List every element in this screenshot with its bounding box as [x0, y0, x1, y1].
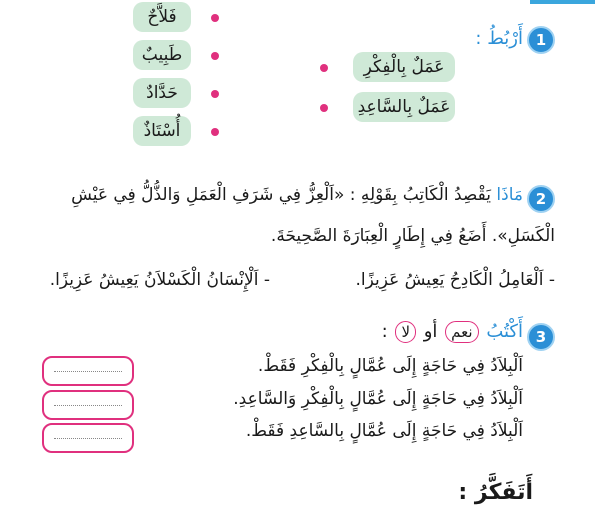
- statement-3: اَلْبِلاَدُ فِي حَاجَةٍ إِلَى عُمَّالٍ بِالسَّاعِدِ فَقَطْ.: [245, 421, 523, 441]
- yes-bubble: نعم: [445, 321, 478, 343]
- phrase-connector-dot[interactable]: [320, 64, 328, 72]
- section-3-number-badge: 3: [527, 323, 555, 351]
- section-2-number-badge: 2: [527, 185, 555, 213]
- word-pill-farmer[interactable]: فَلاَّحٌ: [133, 2, 191, 32]
- answer-dotted-line: [54, 438, 122, 439]
- section-1-number-badge: 1: [527, 26, 555, 54]
- section-2-question-line-1: [71, 185, 523, 205]
- word-connector-dot[interactable]: [211, 52, 219, 60]
- phrase-pill-mental-work[interactable]: عَمَلٌ بِالْفِكْرِ: [353, 52, 455, 82]
- answer-box-2[interactable]: [42, 390, 134, 420]
- question-word: مَاذَا: [496, 185, 523, 205]
- phrase-pill-manual-work[interactable]: عَمَلٌ بِالسَّاعِدِ: [353, 92, 455, 122]
- word-connector-dot[interactable]: [211, 90, 219, 98]
- top-accent-line: [530, 0, 595, 4]
- word-connector-dot[interactable]: [211, 14, 219, 22]
- word-pill-teacher[interactable]: أُسْتَاذٌ: [133, 116, 191, 146]
- word-pill-blacksmith[interactable]: حَدَّادٌ: [133, 78, 191, 108]
- statement-1: اَلْبِلاَدُ فِي حَاجَةٍ إِلَى عُمَّالٍ بِالْفِكْرِ فَقَطْ.: [257, 356, 523, 376]
- section-1-title: أَرْبُطُ :: [475, 28, 523, 49]
- phrase-connector-dot[interactable]: [320, 104, 328, 112]
- no-bubble: لا: [395, 321, 416, 343]
- or-word: أو: [423, 321, 438, 342]
- question-text-1: يَقْصِدُ الْكَاتِبُ بِقَوْلِهِ : «اَلْعِزُّ فِي شَرَفِ الْعَمَلِ وَالذُّلُّ فِي عَيْشِ: [71, 185, 491, 205]
- answer-box-3[interactable]: [42, 423, 134, 453]
- answer-dotted-line: [54, 405, 122, 406]
- colon: :: [381, 321, 388, 342]
- answer-box-1[interactable]: [42, 356, 134, 386]
- word-pill-doctor[interactable]: طَبِيبٌ: [133, 40, 191, 70]
- option-lazy-person[interactable]: - اَلْإِنْسَانُ الْكَسْلاَنُ يَعِيشُ عَزِيزًا.: [49, 270, 270, 290]
- section-2-question-line-2: الْكَسَلِ». أَضَعُ فِي إِطَارٍ الْعِبَارَةَ الصَّحِيحَةَ.: [270, 226, 555, 246]
- statement-2: اَلْبِلاَدُ فِي حَاجَةٍ إِلَى عُمَّالٍ بِالْفِكْرِ وَالسَّاعِدِ.: [233, 389, 523, 409]
- section-3-title-word: أَكْتُبُ: [486, 321, 523, 342]
- reflect-heading: أَتَفَكَّرُ :: [458, 480, 533, 505]
- answer-dotted-line: [54, 371, 122, 372]
- word-connector-dot[interactable]: [211, 128, 219, 136]
- section-3-title: [382, 321, 523, 343]
- option-hardworking-worker[interactable]: - اَلْعَامِلُ الْكَادِحُ يَعِيشُ عَزِيزًا.: [355, 270, 555, 290]
